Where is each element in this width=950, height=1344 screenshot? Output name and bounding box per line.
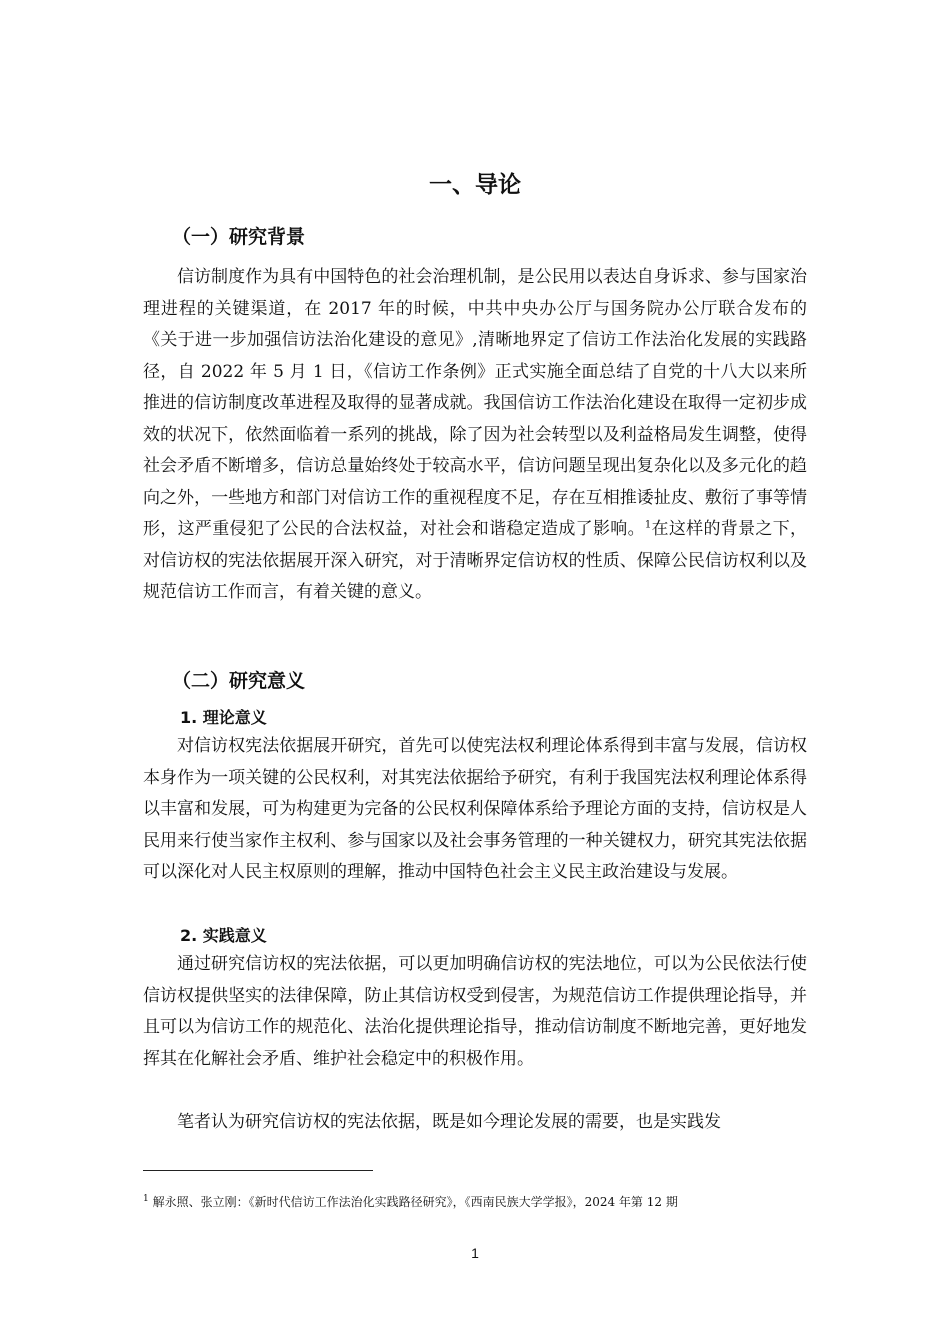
section-title-research-significance: （二）研究意义	[172, 670, 306, 692]
subsection-title-practical: 2. 实践意义	[180, 926, 267, 945]
paragraph-research-background	[143, 262, 807, 609]
page-number: 1	[471, 1245, 479, 1261]
paragraph-text: 在这样的背景之下，对信访权的宪法依据展开深入研究，对于清晰界定信访权的性质、保障公民信访权利以及规范信访工作而言，有着关键的意义。	[143, 519, 808, 602]
footnote-mark: 1	[143, 1194, 149, 1204]
section-title-research-background: （一）研究背景	[172, 226, 306, 248]
paragraph-theoretical-significance: 对信访权宪法依据展开研究，首先可以使宪法权利理论体系得到丰富与发展，信访权本身作为一项关键的公民权利，对其宪法依据给予研究，有利于我国宪法权利理论体系得以丰富和发展，可为构建更为完备的公民权利保障体系给予理论方面的支持，信访权是人民用来行使当家作主权利、参与国家以及社会事务管理的一种关键权力，研究其宪法依据可以深化对人民主权原则的理解，推动中国特色社会主义民主政治建设与发展。	[143, 736, 807, 882]
footnote-reference: 1	[644, 519, 652, 531]
paragraph-practical-significance: 通过研究信访权的宪法依据，可以更加明确信访权的宪法地位，可以为公民依法行使信访权提供坚实的法律保障，防止其信访权受到侵害，为规范信访工作提供理论指导，并且可以为信访工作的规范化、法治化提供理论指导，推动信访制度不断地完善，更好地发挥其在化解社会矛盾、维护社会稳定中的积极作用。	[143, 954, 807, 1069]
paragraph-text: 信访制度作为具有中国特色的社会治理机制，是公民用以表达自身诉求、参与国家治理进程的关键渠道，在 2017 年的时候，中共中央办公厅与国务院办公厅联合发布的《关于进一步加强信访法治化建设的意见》,清晰地界定了信访工作法治化发展的实践路径，自 2022 年 5 月 1 日，《信访工作条例》正式实施全面总结了自党的十八大以来所推进的信访制度改革进程及取得的显著成就。我国信访工作法治化建设在取得一定初步成效的状况下，依然面临着一系列的挑战，除了因为社会转型以及利益格局发生调整，使得社会矛盾不断增多，信访总量始终处于较高水平，信访问题呈现出复杂化以及多元化的趋向之外，一些地方和部门对信访工作的重视程度不足，存在互相推诿扯皮、敷衍了事等情形，这严重侵犯了公民的合法权益，对社会和谐稳定造成了影响。	[143, 267, 807, 539]
chapter-title: 一、导论	[429, 172, 521, 198]
footnote	[143, 1190, 823, 1211]
footnote-text: 解永照、张立刚：《新时代信访工作法治化实践路径研究》，《西南民族大学学报》，2024 年第 12 期	[152, 1195, 678, 1209]
paragraph-closing: 笔者认为研究信访权的宪法依据，既是如今理论发展的需要，也是实践发	[177, 1112, 721, 1132]
subsection-title-theoretical: 1. 理论意义	[180, 708, 267, 727]
footnote-separator	[143, 1170, 373, 1171]
